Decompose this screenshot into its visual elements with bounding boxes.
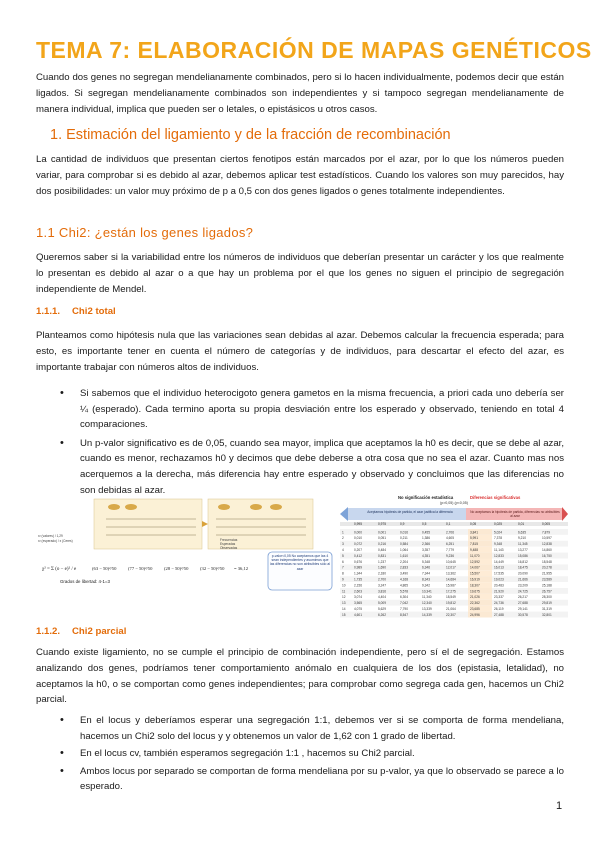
figure-row-label: Esperadas <box>220 542 236 546</box>
svg-text:x² (valores) / 1,29: x² (valores) / 1,29 <box>38 534 63 538</box>
figure-row-label: Observadas <box>220 546 238 550</box>
table-cell: 20,278 <box>542 565 552 570</box>
table-cell: 4,351 <box>422 553 430 558</box>
table-cell: 2,706 <box>446 530 454 535</box>
table-cell: 16,919 <box>470 577 480 582</box>
table-header-cell: 0,05 <box>470 522 477 527</box>
section-1-1-1-paragraph: Planteamos como hipótesis nula que las variaciones sean debidas al azar. Debemos calcular la frecuencia esperada; para esto, es importante tener en cuenta el número de categorías y de individuos, para descartar el efecto del azar, es importante trabajar con números altos de individuos. <box>36 330 564 373</box>
table-cell: 21,666 <box>518 577 528 582</box>
chi2-parcial-bullet-list <box>36 713 564 795</box>
table-band-left: Aceptamos hipótesis de partida, el azar justifica la diferencia <box>367 510 453 514</box>
table-cell: 1,610 <box>400 553 408 558</box>
section-1-1-paragraph: Queremos saber si la variabilidad entre los números de individuos que deberían presentar un carácter y los que realmente lo presentan es debido al azar o a que hay un problema por el que los genes no siguen el principio de segregación independiente de Mendel. <box>36 252 564 295</box>
table-cell: 29,819 <box>542 601 552 606</box>
table-cell: 10 <box>342 583 346 588</box>
table-cell: 7,344 <box>422 571 430 576</box>
table-cell: 2,833 <box>400 565 408 570</box>
table-cell: 4,075 <box>354 607 362 611</box>
table-row <box>340 529 568 535</box>
table-cell: 4,168 <box>400 577 408 582</box>
chi2-distribution-table <box>340 494 568 619</box>
list-item: • Un p-valor significativo es de 0,05, cuando sea mayor, implica que aceptamos la h0 es decir, que se debe al azar, cuando es menor, rechazamos h0 y decimos que debe deberse a otra cosa que no sea el azar. Cuanto mas nos acerquemos a la derecha, más diferencia hay entre esperado y observado y concluimos que las diferencias no son debidas al azar. <box>36 436 564 498</box>
table-cell: 25,188 <box>542 583 552 588</box>
table-cell: 7,042 <box>400 601 408 606</box>
table-cell: 9,348 <box>494 542 502 547</box>
table-cell: 1 <box>342 530 344 535</box>
table-cell: 15 <box>342 612 346 617</box>
table-header-left: No significación estadística <box>398 495 454 500</box>
table-cell: 2,156 <box>354 583 362 588</box>
list-item: • En el locus cv, también esperamos segregación 1:1 , hacemos su Chi2 parcial. <box>36 746 564 762</box>
table-cell: 6,304 <box>400 595 408 600</box>
table-cell: 22,307 <box>446 612 456 617</box>
table-cell: 2,366 <box>422 542 430 547</box>
table-cell: 1,690 <box>378 565 386 570</box>
section-1-1-2-number: 1.1.2. <box>36 626 61 637</box>
table-cell: 10,597 <box>542 536 552 541</box>
table-header-sub: (p>0,05) (p<0,05) <box>440 501 468 505</box>
table-cell: 4,404 <box>378 595 386 600</box>
table-cell: 18,549 <box>446 595 456 600</box>
table-cell: 3,490 <box>400 571 408 576</box>
table-cell: 32,801 <box>542 612 552 617</box>
table-cell: 15,507 <box>470 571 480 576</box>
table-cell: 0,216 <box>378 542 386 547</box>
table-cell: 4,605 <box>446 536 454 541</box>
table-cell: 27,688 <box>518 601 528 606</box>
table-cell: 3,074 <box>354 595 362 600</box>
list-item: • Ambos locus por separado se comportan de forma mendeliana por su p-valor, ya que lo observado se parece a lo esperado. <box>36 764 564 795</box>
table-cell: 23,589 <box>542 577 552 582</box>
table-header-cell: 0,995 <box>354 522 362 527</box>
table-cell: 6,346 <box>422 565 430 570</box>
table-cell: 0,211 <box>400 536 408 541</box>
table-cell: 5,629 <box>378 607 386 611</box>
table-cell: 1,386 <box>422 536 430 541</box>
table-cell: 23,337 <box>494 595 504 600</box>
table-cell: 11 <box>342 589 346 594</box>
table-cell: 2,180 <box>378 571 386 576</box>
table-cell: 9,210 <box>518 536 526 541</box>
table-cell: 12,833 <box>494 553 504 558</box>
section-1-1-1-heading <box>36 306 116 317</box>
section-1-1-2-heading <box>36 626 126 637</box>
chi2-formula-term: (28 − 50)²/50 <box>164 566 189 571</box>
table-row <box>340 535 568 541</box>
section-1-paragraph: La cantidad de individuos que presentan ciertos fenotipos están marcados por el azar, por lo que los números pueden variar, para comprobar si es debido al azar, debemos aplicar test estadísticos. Cuando los valores son muy parecidos, hay dos posibilidades: un valor muy próximo de p a 0,5 con dos genes ligados o genes totalmente independientes. <box>36 154 564 197</box>
table-cell: 13,339 <box>422 607 432 611</box>
table-cell: 3,841 <box>470 530 478 535</box>
section-1-1-heading: 1.1 Chi2: ¿están los genes ligados? <box>36 225 254 240</box>
table-cell: 1,344 <box>354 571 362 576</box>
table-cell: 0,831 <box>378 553 386 558</box>
table-cell: 0,010 <box>354 536 362 541</box>
table-cell: 11,070 <box>470 553 480 558</box>
table-cell: 6,635 <box>518 530 526 535</box>
table-cell: 7 <box>342 565 344 570</box>
table-cell: 0,584 <box>400 542 408 547</box>
table-cell: 11,143 <box>494 548 504 552</box>
table-cell: 6,251 <box>446 542 454 547</box>
table-cell: 19,675 <box>470 589 480 594</box>
chi2-formula-term: (63 − 50)²/50 <box>92 566 117 571</box>
table-cell: 18,307 <box>470 583 480 588</box>
table-cell: 0,412 <box>354 553 362 558</box>
list-item: • Si sabemos que el individuo heterocigoto genera gametos en la misma frecuencia, a priori cada uno debería ser ¼ (esperado). Cada termino aporta su propia desviación entre los esperado y observado, teniendo en total 4 comparaciones. <box>36 386 564 433</box>
table-cell: 2,700 <box>378 577 386 582</box>
section-1-1-2-paragraph: Cuando existe ligamiento, no se cumple el principio de combinación independiente, pero sí el de segregación. Estamos analizando dos genes, podríamos tener comportamiento anómalo en cualquiera de los dos (epistasia, letalidad), no aceptamos la h0, o se comportan como genes independientes; para comprobar como segrega cada gen, hacemos un Chi2 parcial. <box>36 647 564 706</box>
table-cell: 10,645 <box>446 559 456 564</box>
table-cell: 14,449 <box>494 559 504 564</box>
table-cell: 3,247 <box>378 583 386 588</box>
table-cell: 9 <box>342 577 344 582</box>
table-cell: 1,064 <box>400 548 408 552</box>
table-cell: 5,578 <box>400 589 408 594</box>
table-cell: 8,547 <box>400 612 408 617</box>
figure-row-label: Frecuencias <box>220 538 238 542</box>
table-cell: 4,601 <box>354 612 362 617</box>
degrees-of-freedom-label: Grados de libertad: 4-1=3 <box>60 579 110 584</box>
table-cell: 16,013 <box>494 565 504 570</box>
table-cell: 24,725 <box>518 589 528 594</box>
table-cell: 0,000 <box>354 530 362 535</box>
table-cell: 7,779 <box>446 548 454 552</box>
section-1-heading: 1. Estimación del ligamiento y de la fracción de recombinación <box>50 127 451 143</box>
table-cell: 2,603 <box>354 589 362 594</box>
table-cell: 3,357 <box>422 548 430 552</box>
table-cell: 7,378 <box>494 536 502 541</box>
table-band-right: No aceptamos la hipótesis de partida, diferencias no atribuibles al azar <box>470 510 560 518</box>
table-cell: 5,991 <box>470 536 478 541</box>
conclusion-note: p-valor<0,05 No aceptamos que las 4 sean independientes y asumimos que las diferencias no son atribuibles sólo al azar <box>270 554 330 571</box>
table-cell: 4 <box>342 548 344 552</box>
chi2-formula-lhs: χ² = Σ (o − e)² / e <box>42 567 77 572</box>
table-cell: 13,277 <box>518 548 528 552</box>
table-cell: 27,488 <box>494 612 504 617</box>
table-cell: 8 <box>342 571 344 576</box>
chi2-total-bullet-list <box>36 386 564 498</box>
list-item: • En el locus y deberíamos esperar una segregación 1:1, debemos ver si se comporta de forma mendeliana, hacemos un Chi2 solo del locus y y obtenemos un valor de 1,62 con 1 grado de libertad. <box>36 713 564 744</box>
table-header-right: Diferencias significativas <box>470 495 521 500</box>
table-cell: 1,735 <box>354 577 362 582</box>
table-cell: 18,475 <box>518 565 528 570</box>
table-cell: 15,987 <box>446 583 456 588</box>
table-cell: 5 <box>342 553 344 558</box>
table-header-cell: 0,975 <box>378 522 386 527</box>
section-1-1-1-title: Chi2 total <box>72 306 116 317</box>
table-cell: 31,319 <box>542 607 552 611</box>
table-cell: 12,017 <box>446 565 456 570</box>
section-1-1-1-number: 1.1.1. <box>36 306 61 317</box>
table-cell: 14,339 <box>422 612 432 617</box>
table-cell: 0,207 <box>354 548 362 552</box>
table-cell: 12 <box>342 595 346 600</box>
table-cell: 3,565 <box>354 601 362 606</box>
table-cell: 4,865 <box>400 583 408 588</box>
table-cell: 18,548 <box>542 559 552 564</box>
table-cell: 21,064 <box>446 607 456 611</box>
chi2-formula-term: (77 − 50)²/50 <box>128 566 153 571</box>
table-header-cell: 0,1 <box>446 522 451 527</box>
table-header-cell: 0,5 <box>422 522 427 527</box>
table-cell: 21,026 <box>470 595 480 600</box>
table-row <box>340 553 568 559</box>
table-cell: 12,340 <box>422 601 432 606</box>
table-cell: 0,676 <box>354 559 362 564</box>
table-cell: 3,816 <box>378 589 386 594</box>
table-cell: 23,685 <box>470 607 480 611</box>
table-cell: 12,592 <box>470 559 480 564</box>
table-cell: 8,343 <box>422 577 430 582</box>
table-header-cell: 0,01 <box>518 522 525 527</box>
table-cell: 29,141 <box>518 607 528 611</box>
table-cell: 14,684 <box>446 577 456 582</box>
table-cell: 10,341 <box>422 589 432 594</box>
table-cell: 7,815 <box>470 542 478 547</box>
table-cell: 5,024 <box>494 530 502 535</box>
table-cell: 5,009 <box>378 601 386 606</box>
chi2-formula-term: (32 − 50)²/50 <box>200 566 225 571</box>
table-cell: 20,483 <box>494 583 504 588</box>
table-cell: 16,812 <box>518 559 528 564</box>
table-cell: 0,016 <box>400 530 408 535</box>
table-cell: 0,051 <box>378 536 386 541</box>
table-cell: 22,362 <box>470 601 480 606</box>
table-cell: 3 <box>342 542 344 547</box>
table-cell: 17,275 <box>446 589 456 594</box>
table-cell: 26,119 <box>494 607 504 611</box>
table-header-cell: 0,005 <box>542 522 550 527</box>
table-cell: 24,736 <box>494 601 504 606</box>
table-cell: 24,996 <box>470 612 480 617</box>
table-header-cell: 0,9 <box>400 522 405 527</box>
table-cell: 23,209 <box>518 583 528 588</box>
table-cell: 9,236 <box>446 553 454 558</box>
table-cell: 12,838 <box>542 542 552 547</box>
table-cell: 2,204 <box>400 559 408 564</box>
page-number: 1 <box>556 800 563 812</box>
table-cell: 14,860 <box>542 548 552 552</box>
table-cell: 16,750 <box>542 553 552 558</box>
table-cell: 15,086 <box>518 553 528 558</box>
table-cell: 21,955 <box>542 571 552 576</box>
table-cell: 0,484 <box>378 548 386 552</box>
table-header-cell: 0,025 <box>494 522 502 527</box>
table-cell: 11,345 <box>518 542 528 547</box>
table-cell: 28,300 <box>542 595 552 600</box>
page-title: TEMA 7: ELABORACIÓN DE MAPAS GENÉTICOS <box>36 37 592 63</box>
table-cell: 19,812 <box>446 601 456 606</box>
table-cell: 26,757 <box>542 589 552 594</box>
table-row <box>340 547 568 553</box>
table-cell: 21,920 <box>494 589 504 594</box>
table-cell: 26,217 <box>518 595 528 600</box>
table-cell: 6,262 <box>378 612 386 617</box>
table-cell: 17,535 <box>494 571 504 576</box>
table-cell: 6 <box>342 559 344 564</box>
table-cell: 7,879 <box>542 530 550 535</box>
table-cell: 0,989 <box>354 565 362 570</box>
table-cell: 20,090 <box>518 571 528 576</box>
table-cell: 2 <box>342 536 344 541</box>
table-cell: 9,342 <box>422 583 430 588</box>
table-cell: 30,578 <box>518 612 528 617</box>
table-cell: 19,023 <box>494 577 504 582</box>
intro-paragraph: Cuando dos genes no segregan mendelianamente combinados, pero si lo hacen individualmente, podemos decir que están ligados. Si segregan mendelianamente combinados son independientes y si tampoco segregan mendelianamente de manera individual, implica que pueden ser o letales, o epistásicos u otros casos. <box>36 72 564 115</box>
table-cell: 7,790 <box>400 607 408 611</box>
table-cell: 1,237 <box>378 559 386 564</box>
table-cell: 11,340 <box>422 595 432 600</box>
svg-text:x² (esperado) / x (Ceres): x² (esperado) / x (Ceres) <box>38 539 73 543</box>
table-cell: 0,072 <box>354 542 362 547</box>
chi2-formula-result: = 36,12 <box>234 566 249 571</box>
chi2-calculation-figure <box>36 497 336 592</box>
table-cell: 9,488 <box>470 548 478 552</box>
table-cell: 13 <box>342 601 346 606</box>
table-cell: 13,362 <box>446 571 456 576</box>
table-cell: 0,001 <box>378 530 386 535</box>
table-cell: 14 <box>342 607 346 611</box>
table-cell: 14,067 <box>470 565 480 570</box>
table-cell: 0,455 <box>422 530 430 535</box>
section-1-1-2-title: Chi2 parcial <box>72 626 127 637</box>
table-cell: 5,348 <box>422 559 430 564</box>
table-grid <box>340 522 568 617</box>
table-row <box>340 541 568 547</box>
